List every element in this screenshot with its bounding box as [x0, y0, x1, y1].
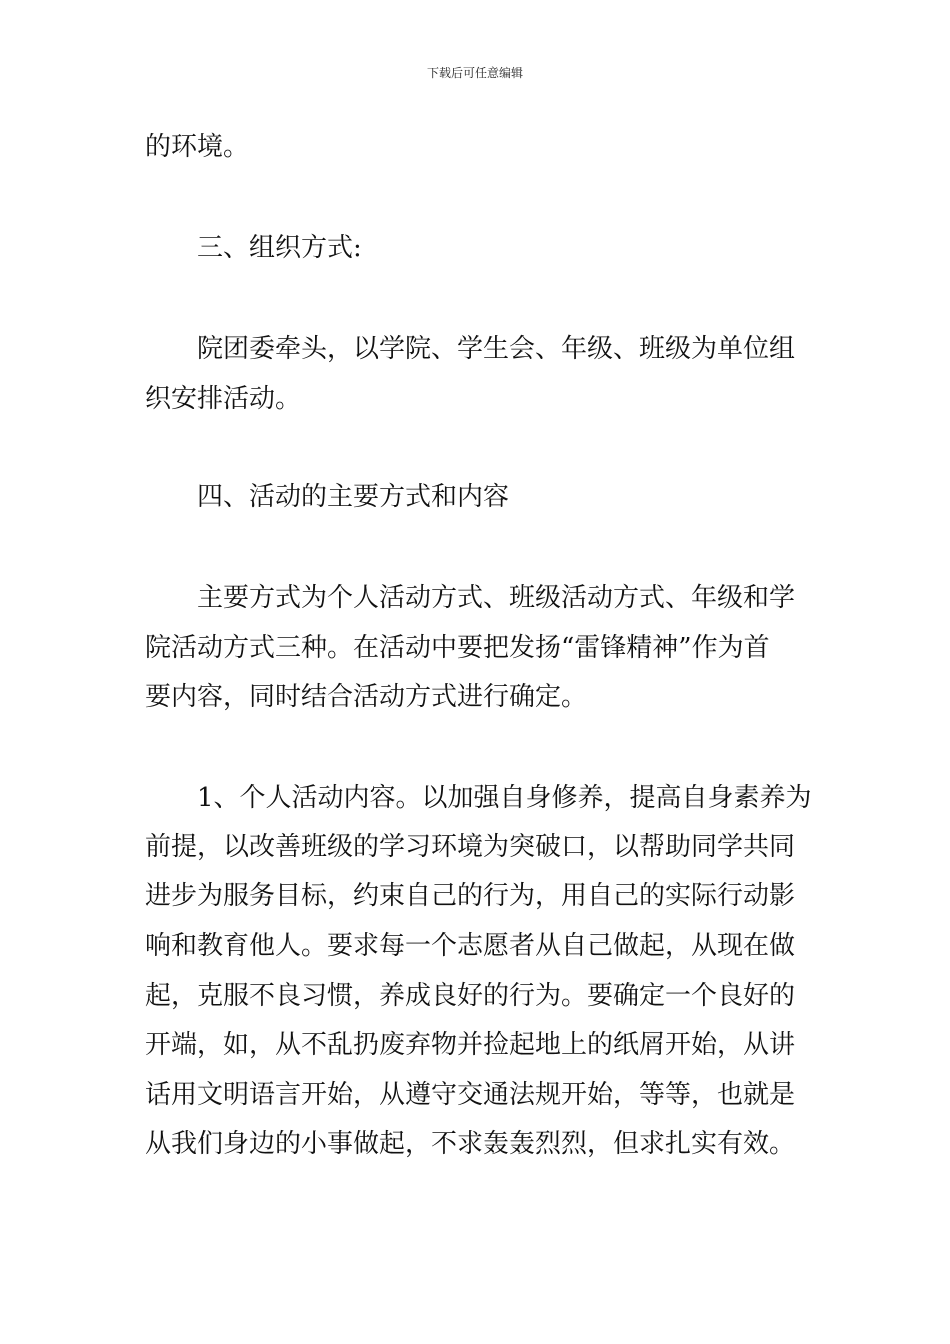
paragraph-line: 进步为服务目标，约束自己的行为，用自己的实际行动影: [145, 881, 796, 911]
section-heading: 四、活动的主要方式和内容: [197, 482, 510, 512]
paragraph-line: 从我们身边的小事做起，不求轰轰烈烈，但求扎实有效。: [145, 1129, 796, 1159]
paragraph-line: 织安排活动。: [145, 384, 302, 414]
paragraph-line: 主要方式为个人活动方式、班级活动方式、年级和学: [197, 583, 796, 613]
paragraph-line: 响和教育他人。要求每一个志愿者从自己做起，从现在做: [145, 931, 796, 961]
paragraph-line: 开端，如，从不乱扔废弃物并捡起地上的纸屑开始，从讲: [145, 1030, 796, 1060]
paragraph-line: 前提，以改善班级的学习环境为突破口，以帮助同学共同: [145, 832, 796, 862]
paragraph-line: 院活动方式三种。在活动中要把发扬“雷锋精神”作为首: [145, 633, 770, 663]
paragraph-line: 话用文明语言开始，从遵守交通法规开始，等等，也就是: [145, 1080, 796, 1110]
paragraph-line: 院团委牵头，以学院、学生会、年级、班级为单位组: [197, 334, 796, 364]
section-heading: 三、组织方式:: [197, 233, 362, 263]
page-header: 下载后可任意编辑: [426, 66, 523, 80]
paragraph-line: 1、个人活动内容。以加强自身修养，提高自身素养为: [197, 783, 812, 813]
paragraph-line: 要内容，同时结合活动方式进行确定。: [145, 682, 588, 712]
paragraph-line: 起，克服不良习惯，养成良好的行为。要确定一个良好的: [145, 981, 796, 1011]
paragraph-line: 的环境。: [145, 132, 250, 162]
